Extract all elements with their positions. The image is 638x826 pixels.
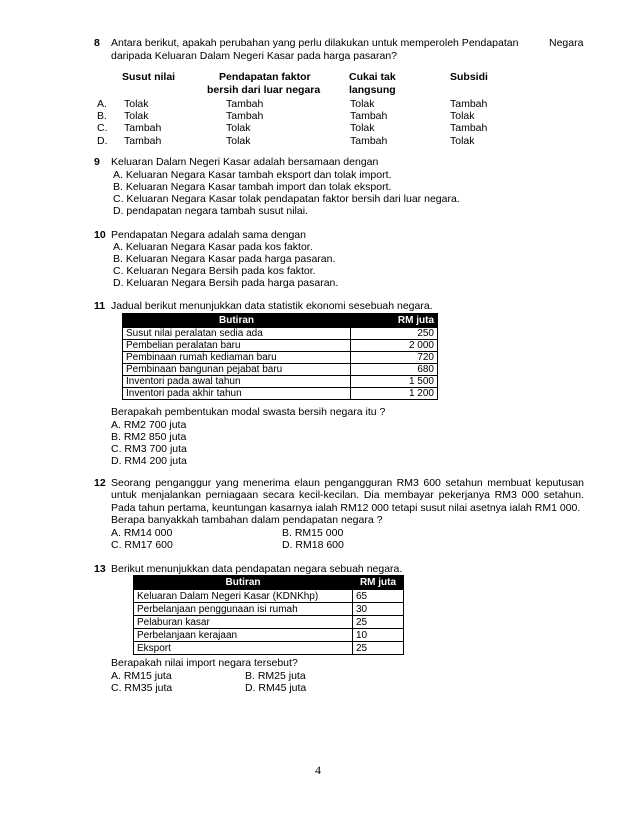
option-cell: Tambah xyxy=(350,135,388,147)
q9-option-d: D. pendapatan negara tambah susut nilai. xyxy=(113,205,308,217)
table-cell-label: Inventori pada awal tahun xyxy=(123,376,351,388)
table-row xyxy=(134,616,404,629)
q10-option-a: A. Keluaran Negara Kasar pada kos faktor. xyxy=(113,241,313,253)
q11-question: Berapakah pembentukan modal swasta bersih negara itu ? xyxy=(111,406,386,418)
q10-option-b: B. Keluaran Negara Kasar pada harga pasaran. xyxy=(113,253,336,265)
option-cell: Tambah xyxy=(124,122,162,134)
q13-number: 13 xyxy=(94,563,106,575)
table-cell-value: 65 xyxy=(353,590,404,603)
table-cell-label: Pembinaan bangunan pejabat baru xyxy=(123,364,351,376)
table-cell-value: 720 xyxy=(351,352,438,364)
q11-option-c: C. RM3 700 juta xyxy=(111,443,187,455)
table-cell-value: 2 000 xyxy=(351,340,438,352)
option-cell: Tolak xyxy=(350,122,375,134)
q12-option-d: D. RM18 600 xyxy=(282,539,344,551)
q9-stem: Keluaran Dalam Negeri Kasar adalah bersamaan dengan xyxy=(111,156,379,168)
table-row xyxy=(123,352,438,364)
q10-option-d: D. Keluaran Negara Bersih pada harga pasaran. xyxy=(113,277,339,289)
table-row xyxy=(123,328,438,340)
q12-option-b: B. RM15 000 xyxy=(282,527,344,539)
table-row xyxy=(134,629,404,642)
table-row xyxy=(134,590,404,603)
q13-stem: Berikut menunjukkan data pendapatan negara sebuah negara. xyxy=(111,563,403,575)
q9-option-b: B. Keluaran Negara Kasar tambah import dan tolak eksport. xyxy=(113,181,392,193)
q12-paragraph: Seorang penganggur yang menerima elaun pengangguran RM3 600 setahun membuat keputusan untuk menjalankan perniagaan secara kecil-kecilan. Dia membayar pekerjanya RM3 000 setahun. Pada tahun pertama, keuntungan kasarnya ialah RM12 000 tetapi susut nilai asetnya ialah RM1 000. xyxy=(111,477,584,514)
page-number: 4 xyxy=(315,763,321,777)
table-header-row xyxy=(123,314,438,328)
option-cell: Tambah xyxy=(350,110,388,122)
q13-data-table xyxy=(133,575,404,655)
q10-stem: Pendapatan Negara adalah sama dengan xyxy=(111,229,306,241)
table-header-butiran: Butiran xyxy=(123,314,351,328)
option-cell: Tambah xyxy=(450,122,488,134)
table-header-rm-juta: RM juta xyxy=(353,576,404,590)
q8-stem-line1: Antara berikut, apakah perubahan yang perlu dilakukan untuk memperoleh Pendapatan xyxy=(111,37,519,49)
table-cell-value: 1 500 xyxy=(351,376,438,388)
q11-data-table xyxy=(122,313,438,400)
option-cell: Tolak xyxy=(350,98,375,110)
option-cell: Tolak xyxy=(450,110,475,122)
table-cell-label: Inventori pada akhir tahun xyxy=(123,388,351,400)
q13-option-b: B. RM25 juta xyxy=(245,670,306,682)
q11-option-d: D. RM4 200 juta xyxy=(111,455,187,467)
option-cell: Tolak xyxy=(124,110,149,122)
table-cell-label: Eksport xyxy=(134,642,353,655)
q12-question: Berapa banyakkah tambahan dalam pendapatan negara ? xyxy=(111,514,383,526)
table-cell-label: Susut nilai peralatan sedia ada xyxy=(123,328,351,340)
q9-option-c: C. Keluaran Negara Kasar tolak pendapatan faktor bersih dari luar negara. xyxy=(113,193,460,205)
q11-option-b: B. RM2 850 juta xyxy=(111,431,187,443)
option-cell: Tolak xyxy=(450,135,475,147)
table-cell-label: Pembelian peralatan baru xyxy=(123,340,351,352)
q8-header-pendapatan: Pendapatan faktor xyxy=(219,71,311,83)
option-cell: Tolak xyxy=(226,135,251,147)
table-cell-label: Pembinaan rumah kediaman baru xyxy=(123,352,351,364)
q13-option-a: A. RM15 juta xyxy=(111,670,172,682)
table-row xyxy=(123,364,438,376)
option-cell: Tolak xyxy=(124,98,149,110)
q8-header-cukai: Cukai tak xyxy=(349,71,396,83)
q11-stem: Jadual berikut menunjukkan data statistik ekonomi sesebuah negara. xyxy=(111,300,433,312)
table-row xyxy=(123,376,438,388)
table-header-rm-juta: RM juta xyxy=(351,314,438,328)
option-letter: B. xyxy=(97,110,107,122)
option-cell: Tambah xyxy=(450,98,488,110)
q13-question: Berapakah nilai import negara tersebut? xyxy=(111,657,298,669)
q11-option-a: A. RM2 700 juta xyxy=(111,419,187,431)
option-letter: A. xyxy=(97,98,107,110)
table-row xyxy=(134,642,404,655)
q8-header-cukai-2: langsung xyxy=(349,84,396,96)
table-cell-label: Perbelanjaan kerajaan xyxy=(134,629,353,642)
table-cell-value: 25 xyxy=(353,642,404,655)
q8-stem-line2: daripada Keluaran Dalam Negeri Kasar pada harga pasaran? xyxy=(111,50,398,62)
table-row xyxy=(123,340,438,352)
q11-number: 11 xyxy=(94,300,106,312)
table-cell-label: Keluaran Dalam Negeri Kasar (KDNKhp) xyxy=(134,590,353,603)
option-cell: Tolak xyxy=(226,122,251,134)
q9-option-a: A. Keluaran Negara Kasar tambah eksport dan tolak import. xyxy=(113,169,392,181)
table-header-row xyxy=(134,576,404,590)
table-cell-value: 30 xyxy=(353,603,404,616)
q12-number: 12 xyxy=(94,477,106,489)
q12-option-a: A. RM14 000 xyxy=(111,527,173,539)
q8-header-susut: Susut nilai xyxy=(122,71,176,83)
table-cell-value: 25 xyxy=(353,616,404,629)
table-row xyxy=(134,603,404,616)
q9-number: 9 xyxy=(94,156,100,168)
q10-option-c: C. Keluaran Negara Bersih pada kos faktor. xyxy=(113,265,316,277)
table-cell-label: Pelaburan kasar xyxy=(134,616,353,629)
q8-header-subsidi: Subsidi xyxy=(450,71,488,83)
option-cell: Tambah xyxy=(226,98,264,110)
table-cell-label: Perbelanjaan penggunaan isi rumah xyxy=(134,603,353,616)
option-letter: C. xyxy=(97,122,108,134)
table-row xyxy=(123,388,438,400)
q8-stem-line1-end: Negara xyxy=(549,37,584,49)
table-cell-value: 1 200 xyxy=(351,388,438,400)
option-cell: Tambah xyxy=(124,135,162,147)
option-letter: D. xyxy=(97,135,108,147)
table-cell-value: 680 xyxy=(351,364,438,376)
table-header-butiran: Butiran xyxy=(134,576,353,590)
q13-option-c: C. RM35 juta xyxy=(111,682,173,694)
table-cell-value: 10 xyxy=(353,629,404,642)
q12-option-c: C. RM17 600 xyxy=(111,539,173,551)
q8-header-pendapatan-2: bersih dari luar negara xyxy=(207,84,321,96)
option-cell: Tambah xyxy=(226,110,264,122)
q13-option-d: D. RM45 juta xyxy=(245,682,307,694)
q10-number: 10 xyxy=(94,229,106,241)
q8-number: 8 xyxy=(94,37,100,49)
table-cell-value: 250 xyxy=(351,328,438,340)
